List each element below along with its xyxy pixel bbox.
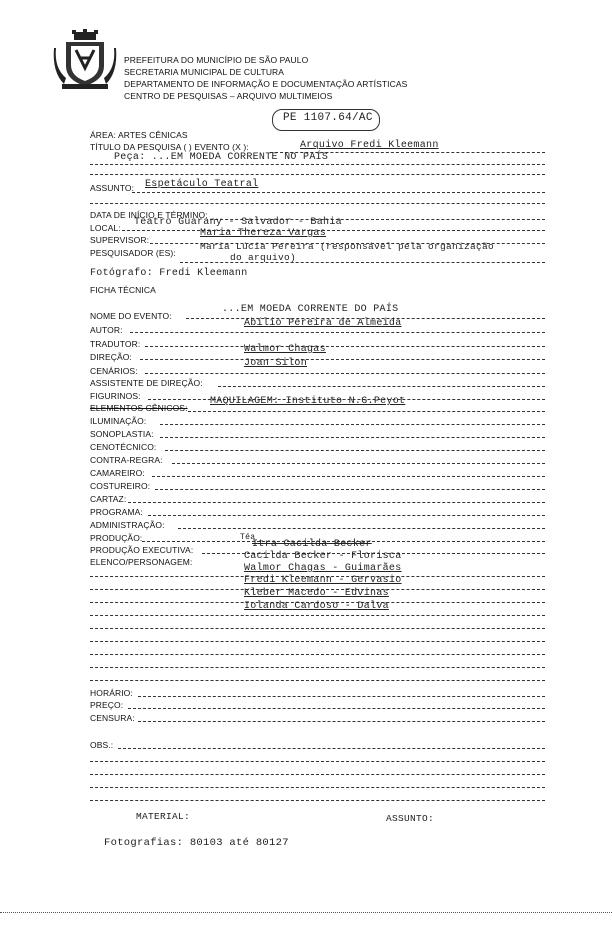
assunto-label: ASSUNTO:: [90, 183, 135, 193]
local-label: LOCAL:: [90, 223, 121, 233]
coat-of-arms-logo: [52, 28, 118, 90]
header-line-4: CENTRO DE PESQUISAS – ARQUIVO MULTIMEIOS: [124, 91, 333, 101]
data-label: DATA DE INÍCIO E TÉRMINO:: [90, 210, 208, 220]
sonoplastia-label: SONOPLASTIA:: [90, 429, 154, 439]
assistente-label: ASSISTENTE DE DIREÇÃO:: [90, 378, 203, 388]
supervisor-value: Maria Thereza Vargas: [200, 228, 327, 239]
tradutor-label: TRADUTOR:: [90, 339, 141, 349]
programa-label: PROGRAMA:: [90, 507, 143, 517]
censura-label: CENSURA:: [90, 713, 135, 723]
cenarios-label: CENÁRIOS:: [90, 366, 138, 376]
supervisor-label: SUPERVISOR:: [90, 235, 150, 245]
cenarios-value: Joan Silon: [244, 358, 308, 369]
elenco-value-3: Walmor Chagas - Guimarães: [244, 563, 402, 574]
direcao-label: DIREÇÃO:: [90, 352, 132, 362]
elenco-value-1: Itra Cacilda Becker: [252, 539, 372, 550]
producao-label: PRODUÇÃO:: [90, 533, 143, 543]
fotografias-value: Fotografias: 80103 até 80127: [104, 837, 289, 849]
header-line-2: SECRETARIA MUNICIPAL DE CULTURA: [124, 67, 285, 77]
autor-value: Abílio Pereira de Almeida: [244, 318, 402, 329]
material-label: MATERIAL:: [136, 811, 191, 822]
contra-regra-label: CONTRA-REGRA:: [90, 455, 163, 465]
ficha-tecnica-label: FICHA TÉCNICA: [90, 285, 156, 295]
header-line-1: PREFEITURA DO MUNICÍPIO DE SÃO PAULO: [124, 55, 309, 65]
peca-value: Peça: ...EM MOEDA CORRENTE NO PAÍS: [114, 152, 329, 163]
costureiro-label: COSTUREIRO:: [90, 481, 151, 491]
autor-label: AUTOR:: [90, 325, 123, 335]
elenco-note: Téa: [240, 533, 256, 542]
administracao-label: ADMINISTRAÇÃO:: [90, 520, 165, 530]
elementos-cenicos-label: ELEMENTOS CÊNICOS:: [90, 403, 188, 413]
pesquisador-value-2: do arquivo): [230, 252, 297, 263]
pesquisador-value-1: Maria Lúcia Pereira (responsável pela organização: [200, 241, 495, 252]
nome-evento-value: ...EM MOEDA CORRENTE DO PAÍS: [222, 304, 399, 315]
titulo-value: Arquivo Fredi Kleemann: [300, 140, 439, 151]
producao-executiva-label: PRODUÇÃO EXECUTIVA:: [90, 545, 194, 555]
fotografo-value: Fotógrafo: Fredi Kleemann: [90, 268, 248, 279]
area-label: ÁREA: ARTES CÊNICAS: [90, 130, 188, 140]
horario-label: HORÁRIO:: [90, 688, 133, 698]
camareiro-label: CAMAREIRO:: [90, 468, 145, 478]
assunto-value: Espetáculo Teatral: [145, 179, 259, 190]
direcao-value: Walmor Chagas: [244, 344, 326, 355]
nome-evento-label: NOME DO EVENTO:: [90, 311, 172, 321]
iluminacao-label: ILUMINAÇÃO:: [90, 416, 147, 426]
preco-label: PREÇO:: [90, 700, 124, 710]
elenco-label: ELENCO/PERSONAGEM:: [90, 557, 193, 567]
cenotecnico-label: CENOTÉCNICO:: [90, 442, 157, 452]
local-value: Teatro Guarany - Salvador - Bahia: [134, 217, 342, 228]
document-code: PE 1107.64/AC: [283, 112, 373, 124]
figurinos-label: FIGURINOS:: [90, 391, 141, 401]
cartaz-label: CARTAZ:: [90, 494, 127, 504]
elenco-value-2: Cacilda Becker - Florisca: [244, 551, 402, 562]
elementos-cenicos-value: MAQUILAGEM: Instituto N.G.Peyot: [210, 396, 406, 407]
elenco-value-6: Iolanda Cardoso - Dalva: [244, 601, 389, 612]
assunto-footer-label: ASSUNTO:: [386, 813, 435, 824]
elenco-value-5: Kleber Macedo - Edvinas: [244, 588, 389, 599]
elenco-value-4: Fredi Kleemann - Gervasio: [244, 575, 402, 586]
pesquisador-label: PESQUISADOR (ES):: [90, 248, 176, 258]
header-line-3: DEPARTAMENTO DE INFORMAÇÃO E DOCUMENTAÇÃO ARTÍSTICAS: [124, 79, 408, 89]
obs-label: OBS.:: [90, 740, 114, 750]
titulo-label: TÍTULO DA PESQUISA ( ) EVENTO (X ):: [90, 142, 249, 152]
